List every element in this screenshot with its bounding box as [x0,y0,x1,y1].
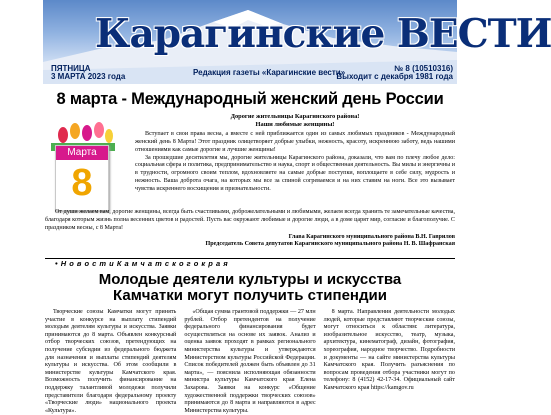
greeting-title [135,113,455,129]
issue-date [51,65,125,81]
greeting-signature [45,234,455,249]
issue-date-text: 3 МАРТА 2023 года [51,72,126,81]
calendar-page [55,145,109,211]
greeting-paragraph-3: От души желаем вам, дорогие женщины, всегда быть счастливыми, доброжелательными и любимыми, желаем всегда хранить те замечательные качества, благодаря которым жизнь полна весенних цветов и радостей. Пусть вас окружают любимые и дорогие люди, а в доме царят мир, согласие и благополучие. С праздником весны, с 8 Марта! [45,209,455,231]
editorial-office: Редакция газеты «Карагинские вести» [193,68,346,77]
published-since: Выходит с декабря 1981 года [336,72,453,81]
issue-number-block [336,65,453,81]
greeting-paragraph-1: Вступает в свои права весна, а вместе с ней приближается один из самых любимых праздников - Международный женский день 8 Марта! Этот праздник олицетворяет добрые улыбки, нежность, красоту, искреннюю заботу, ведь нашими отношениями как самые дорогие и лучшие женщины! [135,130,455,153]
section-rubric: • Н о в о с т и К а м ч а т с к о г о к р а я [45,258,455,269]
article-title [45,272,455,304]
signature-line-2: Председатель Совета депутатов Карагинского муниципального района Н. В. Шафранская [205,241,455,248]
masthead [43,0,551,84]
article-column-3 [324,309,455,401]
calendar-month: Марта [56,146,108,160]
article-title-line-2: Камчатки могут получить стипендии [113,287,387,304]
issue-number: № 8 (10510316) [394,64,453,73]
greeting-title-line-1: Дорогие жительницы Карагинского района! [230,113,360,120]
article-column-3-text: 8 марта. Направления деятельности молодых людей, которые представляют творческие союзы, могут относиться к областям: литература, изобразительное искусство, театр, музыка, архитектура, кинематограф, дизайн, фотография, хореография, народное творчество. Подробности и документы — на сайте министерства культуры Камчатского края. Получить разъяснения по вопросам проведения отбора участники могут по телефону: 8 (4152) 42-17-34. Официальный сайт Камчатского края https://kamgov.ru [323,309,455,391]
signature-line-1: Глава Карагинского муниципального района В.Н. Гаврилов [288,234,455,240]
calendar-day: 8 [71,162,93,204]
march-8-card [49,121,117,213]
masthead-info-bar [43,61,457,84]
greeting-text [135,113,455,194]
newspaper-title: Карагинские ВЕСТИ [95,11,551,57]
article-column-1 [45,309,177,414]
article-column-1-text: Творческие союзы Камчатки могут принять участие в конкурсе на выплату стипендий молодым деятелям культуры и искусства. Заявки принимаются до 8 марта. Объявлен конкурсный отбор творческих союзов, претендующих на получение субсидии из федерального бюджета для назначения и выплаты стипендий деятелям культуры и искусства. Об этом сообщили в министерстве культуры Камчатского края. Возможность получить финансирование на поддержку талантливой молодежи получили представители благодаря федеральному проекту «Творческие люди» национального проекта «Культура». [45,309,177,414]
greeting-title-line-2: Наши любимые женщины! [255,120,335,128]
page-headline: 8 марта - Международный женский день России [56,90,444,108]
article-column-2 [184,309,316,414]
issue-weekday: ПЯТНИЦА [51,64,91,73]
greeting-paragraph-2: За прошедшие десятилетия мы, дорогие жительницы Карагинского района, доказали, что вам по плечу любое дело: социальная сфера и политика, предпринимательство и наука, спорт и общественная деятельность. Вы милы и энергичны и в трудности, огромного своим теплом, вдохновляете на самые добрые поступки, воплощаете в себе силу, мудрость и нежность. Ваша доброта очага, на которых мы все за спиной согреваемся и на них ставим на ноги. Все это вызывает чувства искреннего восхищения и признательности. [135,154,455,193]
article-column-2-text: «Общая сумма грантовой поддержки — 27 млн рублей. Отбор претендентов на получение федерального финансирования будет осуществляться на основе их заявок. Анализ и оценка заявок проходят в рамках регионального министерства культуры и утверждаются Министерством культуры Российской Федерации. Список победителей должен быть объявлен до 31 марта», — пояснила исполняющая обязанности министра культуры Камчатского края Елена Захарова. Заявки на конкурс «Общение художественной поддержки творческих союзов» принимаются до 8 марта и направляются в адрес Министерства культуры. [184,309,316,414]
article-body [45,309,455,414]
greeting-wishes [45,209,455,233]
article-title-line-1: Молодые деятели культуры и искусства [98,271,402,288]
womens-day-greeting [45,113,455,248]
